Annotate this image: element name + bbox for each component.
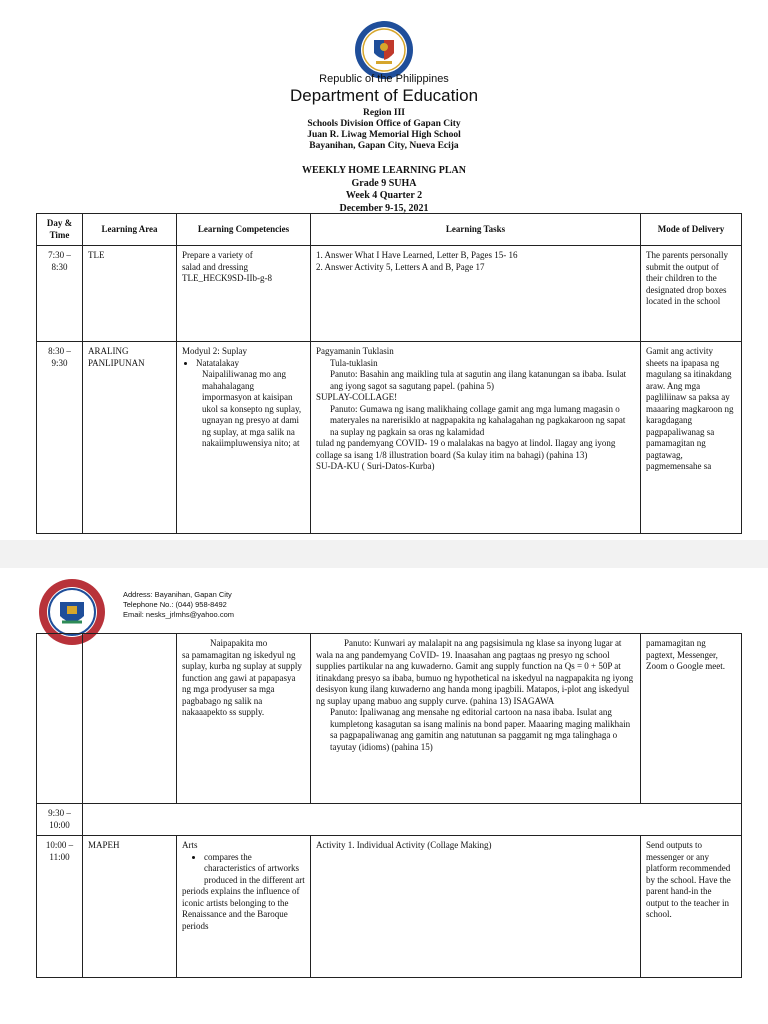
republic-label: Republic of the Philippines	[319, 73, 449, 85]
competency-line: salad and dressing	[182, 261, 248, 272]
mode-cell: The parents personally submit the output of their children to the designated drop boxes located in the school	[641, 246, 742, 342]
header-learning-tasks: Learning Tasks	[311, 214, 641, 246]
competency-line: Naipapakita mo	[210, 638, 268, 648]
task-cell	[311, 634, 641, 804]
header-day-time: Day & Time	[37, 214, 83, 246]
task-line: Pagyamanin Tuklasin	[316, 346, 394, 356]
week-label: Week 4 Quarter 2	[345, 190, 423, 201]
table-row	[37, 804, 742, 836]
task-line: SUPLAY-COLLAGE!	[316, 392, 398, 402]
mode-cell: Gamit ang activity sheets na ipapasa ng magulang sa itinakdang araw. Ang mga pagliliinaw sa paksa ay maaaring magkaroon ng karagdagang pagpapaliwanag sa pamamagitan ng pagtawag, pagmemensahe sa	[641, 342, 742, 534]
task-line: Panuto: Gumawa ng isang malikhaing collage gamit ang mga lumang magasin o materyales na narerisiklo at nagpapakita ng kahalagahan ng pagkakaroon ng sapat na suplay ng pagkain sa oras ng kalamidad	[330, 403, 626, 437]
time-cell: 10:00 – 11:00	[37, 836, 83, 978]
competency-bullet: • compares the characteristics of artworks produced in the different art	[204, 852, 305, 887]
competency-title: Modyul 2: Suplay	[182, 346, 248, 356]
header-learning-competencies: Learning Competencies	[177, 214, 311, 246]
competency-code: TLE_HECK9SD-IIb-g-8	[182, 273, 272, 283]
time-cell	[37, 634, 83, 804]
table-row	[37, 634, 742, 804]
mode-cell: pamamagitan ng pagtext, Messenger, Zoom o Google meet.	[641, 634, 742, 804]
competency-cell	[177, 634, 311, 804]
table-row	[37, 246, 742, 342]
region-block	[0, 108, 768, 152]
time-cell: 8:30 – 9:30	[37, 342, 83, 534]
plan-title-block	[0, 165, 768, 215]
email-line: Email: nesks_jrlmhs@yahoo.com	[123, 610, 234, 619]
competency-title: Arts	[182, 840, 198, 850]
task-line: Tula-tuklasin	[330, 357, 378, 368]
date-range: December 9-15, 2021	[339, 202, 429, 214]
table-header-row	[37, 214, 742, 246]
task-line: 2. Answer Activity 5, Letters A and B, Page 17	[316, 261, 485, 272]
learning-plan-table-continued	[36, 633, 742, 978]
address-line: Address: Bayanihan, Gapan City	[123, 590, 232, 599]
header-learning-area: Learning Area	[83, 214, 177, 246]
header-mode-of-delivery: Mode of Delivery	[641, 214, 742, 246]
competency-bullet: • Natatalakay	[196, 358, 305, 370]
task-line: tulad ng pandemyang COVID- 19 o malalakas na bagyo at lindol. Ilagay ang iyong collage sa isang 1/8 illustration board (Sa kulay itim na bahagi) (pahina 13)	[316, 438, 616, 460]
area-cell: MAPEH	[83, 836, 177, 978]
area-cell: TLE	[83, 246, 177, 342]
task-cell	[311, 246, 641, 342]
region-label: Region III	[363, 108, 405, 118]
area-cell	[83, 634, 177, 804]
competency-text: Naipaliliwanag mo ang mahahalagang impormasyon at kaisipan ukol sa konsepto ng suplay, ugnayan ng presyo at dami ng suplay, at mga salik na nakaiimpluwensiya nito; at	[202, 369, 302, 448]
table-row	[37, 836, 742, 978]
break-cell	[83, 804, 742, 836]
area-cell: ARALING PANLIPUNAN	[83, 342, 177, 534]
deped-seal-icon	[354, 20, 414, 80]
competency-list	[182, 358, 305, 370]
competency-text: periods explains the influence of iconic artists belonging to the Renaissance and the Baroque periods	[182, 886, 300, 931]
school-location: Bayanihan, Gapan City, Nueva Ecija	[309, 141, 459, 151]
department-title: Department of Education	[289, 86, 479, 105]
time-cell: 7:30 – 8:30	[37, 246, 83, 342]
task-line: SU-DA-KU ( Suri-Datos-Kurba)	[316, 461, 435, 471]
page-gap	[0, 540, 768, 568]
time-cell: 9:30 – 10:00	[37, 804, 83, 836]
telephone-line: Telephone No.: (044) 958-8492	[123, 600, 227, 609]
task-line: Panuto: Kunwari ay malalapit na ang pagsisimula ng klase sa inyong lugar at wala na ang pandemyang CoVID- 19. Inaasahan ang pagtaas ng presyo ng school supplies partikular na ang kuwaderno. Gamit ang supply function na Qs = 0 + 50P at itinakdang presyo sa ibaba, bumuo ng hypothetical na iskedyul na nagpapakita ng iyong desisyon kung ilang kuwaderno ang handa mong ipagbili. Matapos, i-plot ang iskedyul ng suplay upang mabuo ang supply curve. (pahina 13) ISAGAWA	[316, 638, 634, 706]
task-line: 1. Answer What I Have Learned, Letter B, Pages 15- 16	[316, 250, 518, 260]
competency-cell	[177, 836, 311, 978]
learning-plan-table	[36, 213, 742, 534]
competency-list	[182, 852, 305, 887]
school-contact	[123, 590, 234, 620]
table-row	[37, 342, 742, 534]
competency-line: Prepare a variety of	[182, 250, 253, 260]
grade-label: Grade 9 SUHA	[351, 177, 417, 189]
competency-cell	[177, 342, 311, 534]
mode-cell: Send outputs to messenger or any platform recommended by the school. Have the parent hand-in the output to the teacher in school.	[641, 836, 742, 978]
task-cell	[311, 342, 641, 534]
competency-cell	[177, 246, 311, 342]
task-line: Panuto: Ipaliwanag ang mensahe ng editorial cartoon na nasa ibaba. Isulat ang kumpletong kasagutan sa isang malinis na bond paper. Maaaring maging malikhain sa pagpapaliwanag ang gamitin ang natutunan sa paggamit ng mga talinghaga o tayutay (idioms) (pahina 15)	[330, 707, 631, 752]
division-label: Schools Division Office of Gapan City	[307, 119, 461, 129]
school-name: Juan R. Liwag Memorial High School	[307, 130, 461, 140]
task-cell: Activity 1. Individual Activity (Collage Making)	[311, 836, 641, 978]
plan-title: WEEKLY HOME LEARNING PLAN	[301, 165, 466, 176]
competency-text: sa pamamagitan ng iskedyul ng suplay, kurba ng suplay at supply function ang gawi at papapasya ng mga prodyuser sa mga pagbabago ng salik na nakaaapekto ss supply.	[182, 649, 302, 717]
task-line: Panuto: Basahin ang maikling tula at sagutin ang ilang katanungan sa ibaba. Isulat ang iyong sagot sa sagutang papel. (pahina 5)	[330, 369, 627, 391]
